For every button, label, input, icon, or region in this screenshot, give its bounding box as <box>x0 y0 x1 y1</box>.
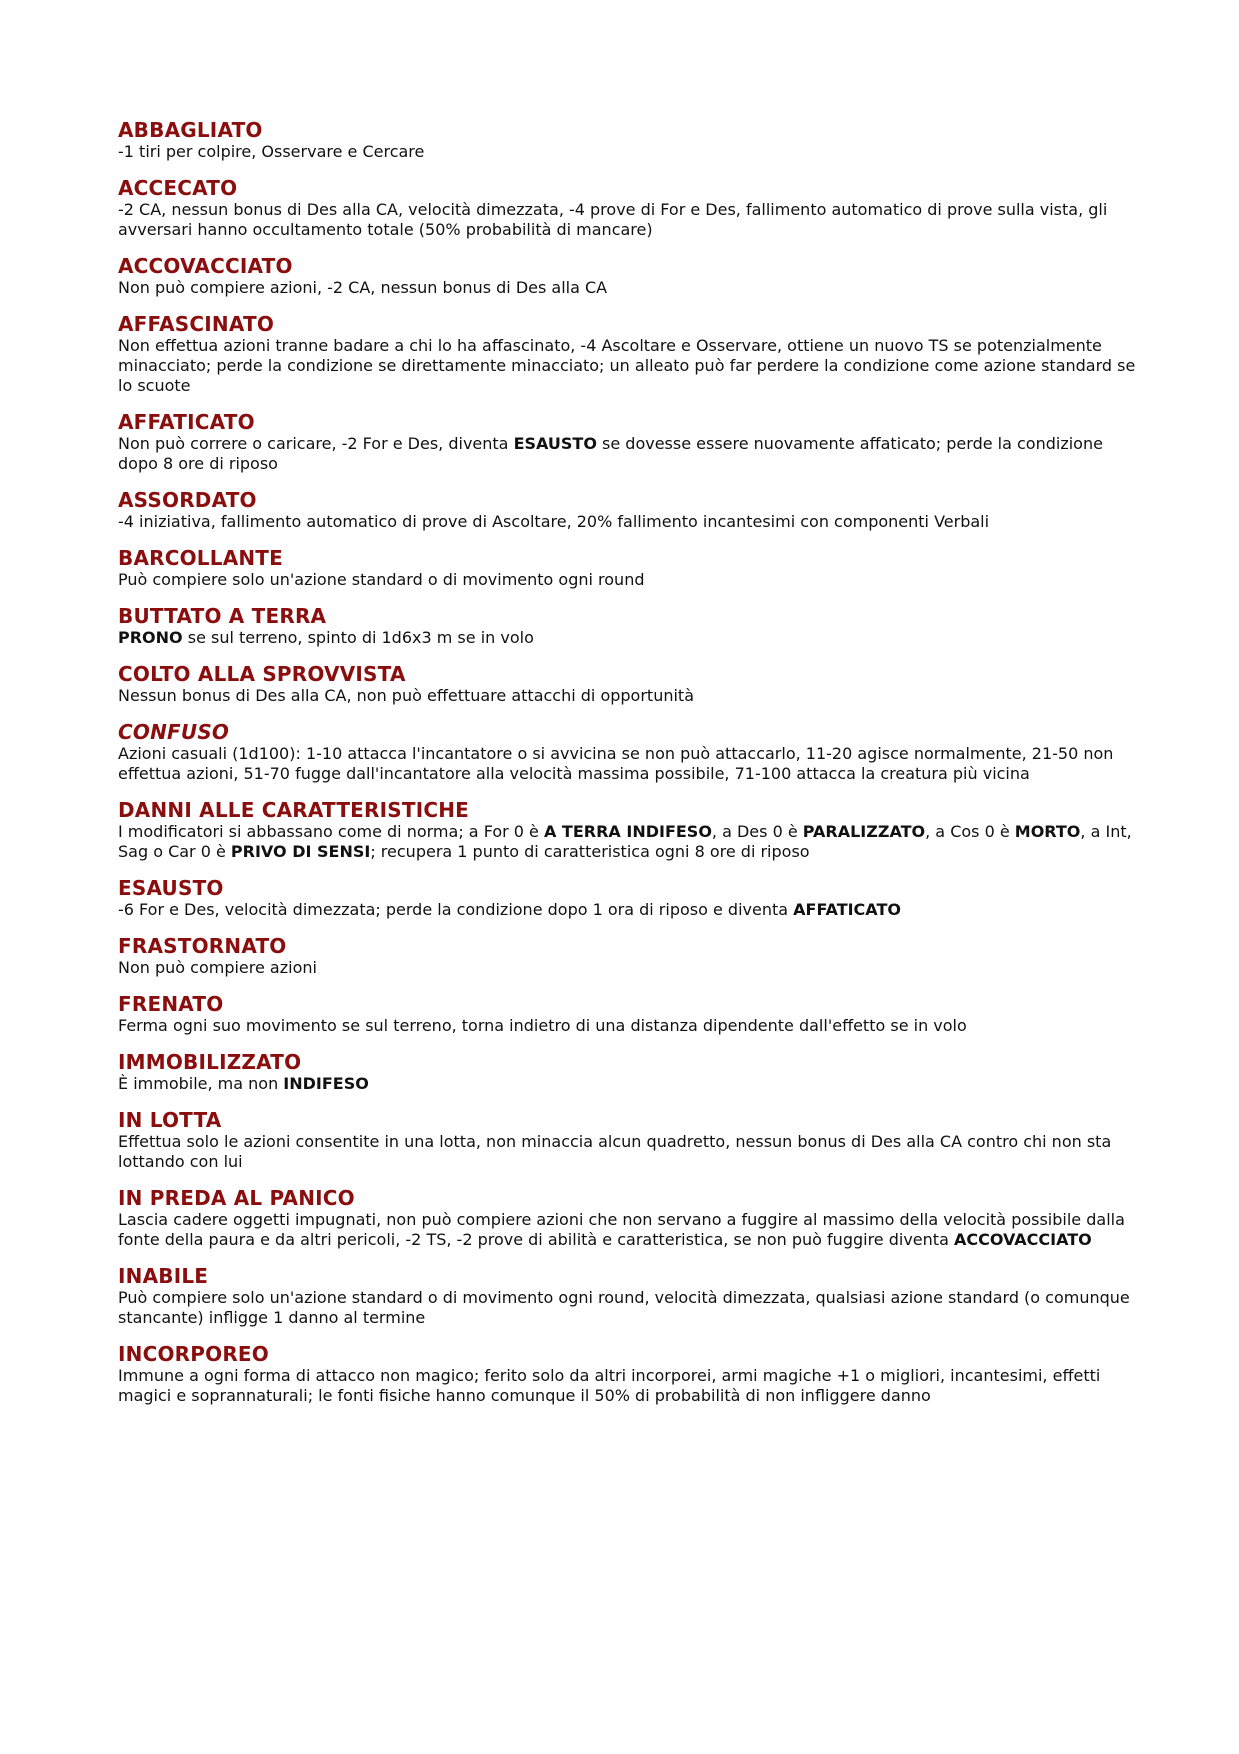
description-text: Può compiere solo un'azione standard o di movimento ogni round, velocità dimezzata, qualsiasi azione standard (o comunque stancante) infligge 1 danno al termine <box>118 1288 1130 1327</box>
condition-entry <box>118 876 1140 920</box>
condition-description <box>118 512 1140 532</box>
condition-reference: AFFATICATO <box>793 900 901 919</box>
condition-description <box>118 1366 1140 1406</box>
condition-entry <box>118 1264 1140 1328</box>
condition-term: AFFASCINATO <box>118 312 275 336</box>
condition-entry <box>118 1108 1140 1172</box>
description-text: , a Des 0 è <box>711 822 803 841</box>
condition-description <box>118 1132 1140 1172</box>
condition-description <box>118 1016 1140 1036</box>
condition-description <box>118 278 1140 298</box>
condition-entry <box>118 604 1140 648</box>
description-text: Non può compiere azioni <box>118 958 317 977</box>
description-text: Azioni casuali (1d100): 1-10 attacca l'incantatore o si avvicina se non può attaccarlo, 11-20 agisce normalmente, 21-50 non effettua azioni, 51-70 fugge dall'incantatore alla velocità massima possibile, 71-100 attacca la creatura più vicina <box>118 744 1114 783</box>
condition-entry <box>118 410 1140 474</box>
condition-term: IN PREDA AL PANICO <box>118 1186 355 1210</box>
condition-reference: MORTO <box>1014 822 1081 841</box>
description-text: se dovesse essere nuovamente affaticato; perde la condizione dopo 8 ore di riposo <box>118 434 1103 473</box>
description-text: Immune a ogni forma di attacco non magico; ferito solo da altri incorporei, armi magiche +1 o migliori, incantesimi, effetti magici e soprannaturali; le fonti fisiche hanno comunque il 50% di probabilità di non infliggere danno <box>118 1366 1101 1405</box>
description-text: se sul terreno, spinto di 1d6x3 m se in volo <box>182 628 534 647</box>
condition-description <box>118 628 1140 648</box>
description-text: Nessun bonus di Des alla CA, non può effettuare attacchi di opportunità <box>118 686 694 705</box>
condition-term: ABBAGLIATO <box>118 118 263 142</box>
condition-entry <box>118 992 1140 1036</box>
condition-entry <box>118 546 1140 590</box>
condition-term: ESAUSTO <box>118 876 224 900</box>
condition-description <box>118 434 1140 474</box>
condition-term: IN LOTTA <box>118 1108 222 1132</box>
description-text: -2 CA, nessun bonus di Des alla CA, velocità dimezzata, -4 prove di For e Des, fallimento automatico di prove sulla vista, gli avversari hanno occultamento totale (50% probabilità di mancare) <box>118 200 1108 239</box>
description-text: È immobile, ma non <box>118 1074 284 1093</box>
condition-term: CONFUSO <box>118 720 230 744</box>
condition-term: ACCECATO <box>118 176 238 200</box>
condition-entry <box>118 662 1140 706</box>
condition-entry <box>118 176 1140 240</box>
condition-term: ACCOVACCIATO <box>118 254 293 278</box>
condition-entry <box>118 254 1140 298</box>
condition-reference: PARALIZZATO <box>802 822 926 841</box>
condition-term: ASSORDATO <box>118 488 257 512</box>
condition-entry <box>118 1342 1140 1406</box>
condition-term: INABILE <box>118 1264 209 1288</box>
condition-entry <box>118 1186 1140 1250</box>
condition-reference: PRIVO DI SENSI <box>230 842 371 861</box>
condition-term: IMMOBILIZZATO <box>118 1050 302 1074</box>
condition-term: INCORPOREO <box>118 1342 269 1366</box>
condition-description <box>118 1210 1140 1250</box>
condition-reference: PRONO <box>118 628 183 647</box>
condition-entry <box>118 720 1140 784</box>
description-text: Può compiere solo un'azione standard o di movimento ogni round <box>118 570 645 589</box>
condition-term: COLTO ALLA SPROVVISTA <box>118 662 406 686</box>
condition-description <box>118 200 1140 240</box>
description-text: Lascia cadere oggetti impugnati, non può compiere azioni che non servano a fuggire al massimo della velocità possibile dalla fonte della paura e da altri pericoli, -2 TS, -2 prove di abilità e caratteristica, se non può fuggire diventa <box>118 1210 1125 1249</box>
condition-entry <box>118 312 1140 396</box>
condition-description <box>118 900 1140 920</box>
condition-entry <box>118 934 1140 978</box>
condition-term: BARCOLLANTE <box>118 546 284 570</box>
condition-term: FRASTORNATO <box>118 934 287 958</box>
condition-description <box>118 1074 1140 1094</box>
description-text: I modificatori si abbassano come di norma; a For 0 è <box>118 822 544 841</box>
description-text: -4 iniziativa, fallimento automatico di prove di Ascoltare, 20% fallimento incantesimi con componenti Verbali <box>118 512 990 531</box>
condition-description <box>118 1288 1140 1328</box>
description-text: Non può compiere azioni, -2 CA, nessun bonus di Des alla CA <box>118 278 608 297</box>
description-text: Ferma ogni suo movimento se sul terreno, torna indietro di una distanza dipendente dall'effetto se in volo <box>118 1016 967 1035</box>
condition-entry <box>118 1050 1140 1094</box>
condition-term: BUTTATO A TERRA <box>118 604 327 628</box>
description-text: ; recupera 1 punto di caratteristica ogni 8 ore di riposo <box>370 842 810 861</box>
condition-description <box>118 142 1140 162</box>
condition-reference: A TERRA INDIFESO <box>543 822 712 841</box>
condition-term: DANNI ALLE CARATTERISTICHE <box>118 798 470 822</box>
description-text: Non effettua azioni tranne badare a chi lo ha affascinato, -4 Ascoltare e Osservare, ottiene un nuovo TS se potenzialmente minacciato; perde la condizione se direttamente minacciato; un alleato può far perdere la condizione come azione standard se lo scuote <box>118 336 1136 395</box>
condition-reference: ACCOVACCIATO <box>953 1230 1092 1249</box>
description-text: Non può correre o caricare, -2 For e Des, diventa <box>118 434 514 453</box>
condition-description <box>118 336 1140 396</box>
description-text: -6 For e Des, velocità dimezzata; perde la condizione dopo 1 ora di riposo e diventa <box>118 900 794 919</box>
condition-reference: ESAUSTO <box>513 434 597 453</box>
condition-description <box>118 686 1140 706</box>
condition-reference: INDIFESO <box>283 1074 369 1093</box>
condition-description <box>118 570 1140 590</box>
description-text: Effettua solo le azioni consentite in una lotta, non minaccia alcun quadretto, nessun bonus di Des alla CA contro chi non sta lottando con lui <box>118 1132 1112 1171</box>
condition-term: AFFATICATO <box>118 410 255 434</box>
description-text: , a Int, Sag o Car 0 è <box>118 822 1132 861</box>
condition-description <box>118 958 1140 978</box>
condition-description <box>118 822 1140 862</box>
description-text: , a Cos 0 è <box>925 822 1015 841</box>
condition-description <box>118 744 1140 784</box>
description-text: -1 tiri per colpire, Osservare e Cercare <box>118 142 425 161</box>
condition-entry <box>118 798 1140 862</box>
condition-term: FRENATO <box>118 992 224 1016</box>
condition-entry <box>118 118 1140 162</box>
condition-entry <box>118 488 1140 532</box>
conditions-list <box>118 118 1140 1420</box>
